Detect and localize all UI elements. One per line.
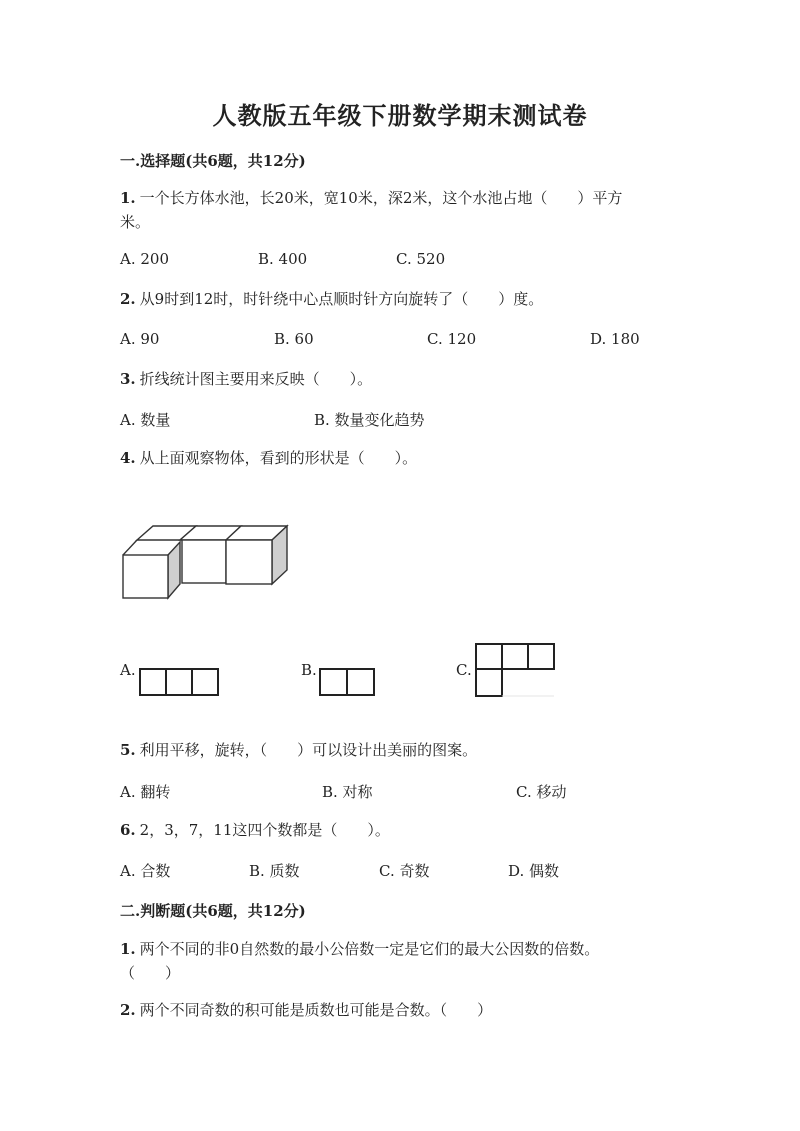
q2-option-d: D. 180 — [590, 330, 640, 348]
question-number: 6. — [120, 821, 136, 839]
question-text: 两个不同奇数的积可能是质数也可能是合数。（ ） — [139, 1001, 493, 1019]
question-number: 2. — [120, 1001, 136, 1019]
question-text: 折线统计图主要用来反映（ ）。 — [139, 370, 373, 388]
q5-option-c: C. 移动 — [516, 783, 567, 801]
question-4 — [120, 446, 680, 470]
judge-2 — [120, 998, 680, 1022]
q6-option-a: A. 合数 — [120, 862, 171, 880]
judge-1 — [120, 937, 680, 985]
question-text-line1: 两个不同的非0自然数的最小公倍数一定是它们的最大公因数的倍数。 — [139, 940, 600, 958]
question-number: 2. — [120, 290, 136, 308]
q6-option-d: D. 偶数 — [508, 862, 560, 880]
question-1 — [120, 186, 680, 234]
question-text-line1: 一个长方体水池，长20米，宽10米，深2米，这个水池占地（ ）平方 — [139, 189, 623, 207]
question-number: 3. — [120, 370, 136, 388]
q4-option-a-shape — [139, 668, 219, 696]
section-judge-heading: 二.判断题(共6题，共12分) — [120, 902, 306, 920]
q6-option-c: C. 奇数 — [379, 862, 430, 880]
question-text-line2: （ ） — [120, 964, 181, 982]
q6-option-b: B. 质数 — [249, 862, 300, 880]
question-text: 2，3，7，11这四个数都是（ ）。 — [139, 821, 390, 839]
q2-option-b: B. 60 — [274, 330, 314, 348]
q4-option-c-label: C. — [456, 661, 472, 679]
question-3 — [120, 367, 680, 391]
question-text: 从上面观察物体，看到的形状是（ ）。 — [139, 449, 418, 467]
q2-option-a: A. 90 — [120, 330, 160, 348]
q4-option-b-shape — [319, 668, 375, 696]
q5-option-b: B. 对称 — [322, 783, 373, 801]
q4-option-a-label: A. — [120, 661, 136, 679]
question-5 — [120, 738, 680, 762]
question-number: 1. — [120, 940, 136, 958]
question-6 — [120, 818, 680, 842]
section-choice-heading: 一.选择题(共6题，共12分) — [120, 152, 306, 170]
question-text: 从9时到12时，时针绕中心点顺时针方向旋转了（ ）度。 — [139, 290, 544, 308]
question-text-line2: 米。 — [120, 213, 151, 231]
question-text: 利用平移，旋转，（ ）可以设计出美丽的图案。 — [139, 741, 478, 759]
cube-arrangement-figure — [120, 522, 290, 600]
q4-option-c-shape — [475, 643, 555, 697]
q3-option-b: B. 数量变化趋势 — [314, 411, 425, 429]
q1-option-b: B. 400 — [258, 250, 308, 268]
question-number: 5. — [120, 741, 136, 759]
question-number: 4. — [120, 449, 136, 467]
q1-option-c: C. 520 — [396, 250, 446, 268]
q5-option-a: A. 翻转 — [120, 783, 171, 801]
page-title: 人教版五年级下册数学期末测试卷 — [212, 101, 588, 130]
q1-option-a: A. 200 — [120, 250, 169, 268]
q3-option-a: A. 数量 — [120, 411, 171, 429]
question-2 — [120, 287, 680, 311]
q4-option-b-label: B. — [301, 661, 317, 679]
question-number: 1. — [120, 189, 136, 207]
q2-option-c: C. 120 — [427, 330, 477, 348]
